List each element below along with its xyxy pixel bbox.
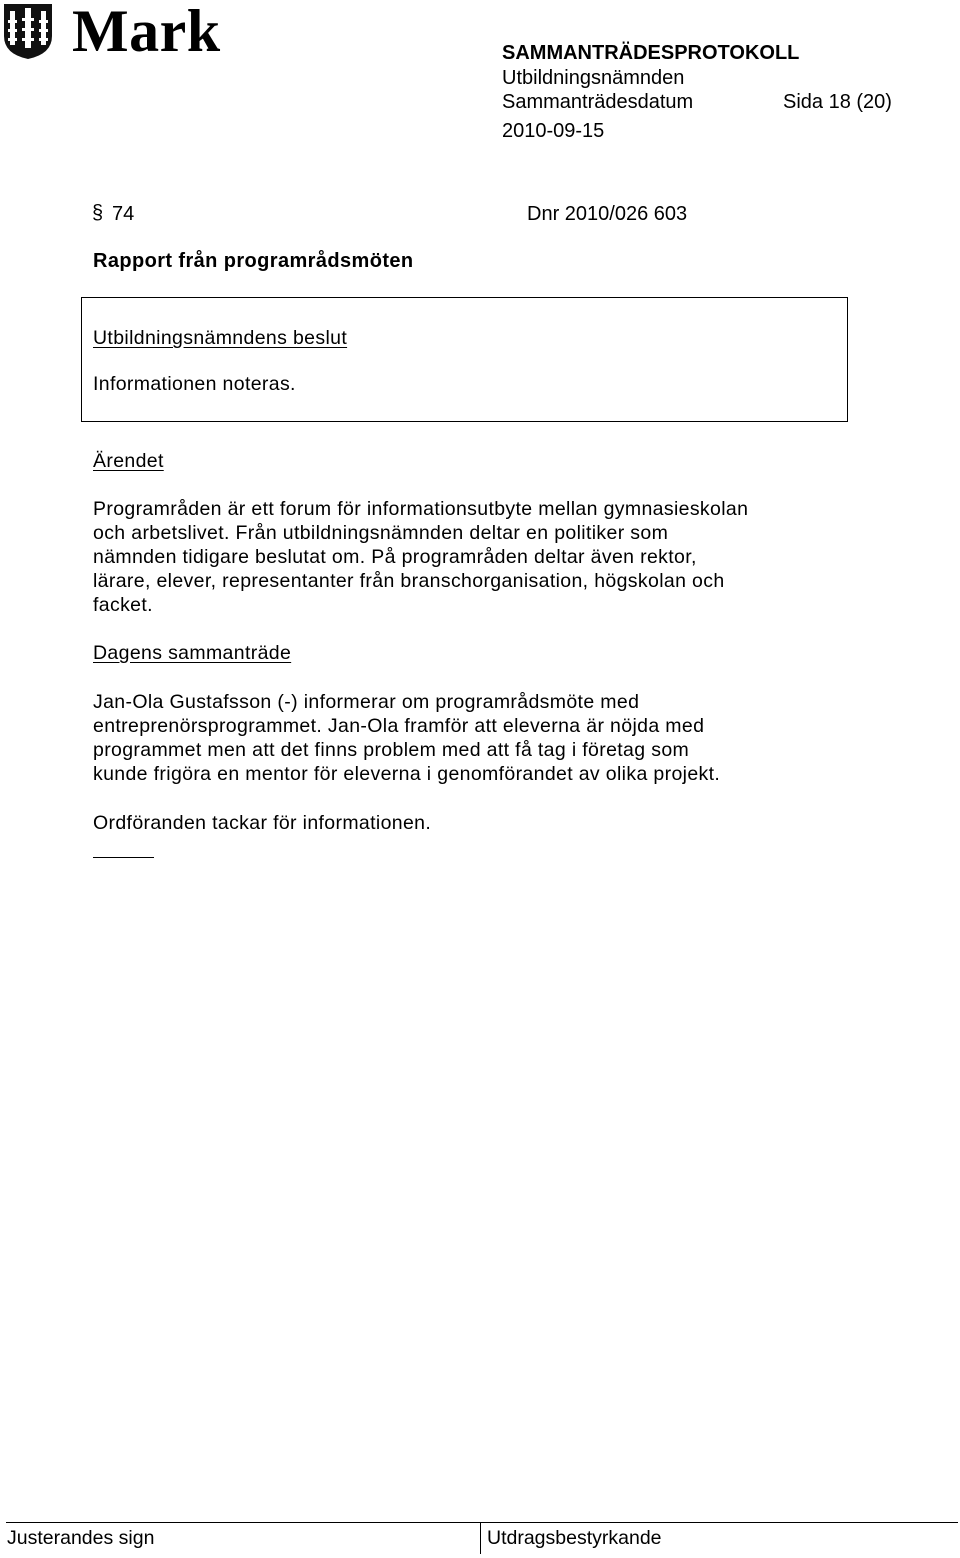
page-number: Sida 18 (20) [783,91,892,113]
body-line: lärare, elever, representanter från branschorganisation, högskolan och [93,570,725,592]
section-sign: § [92,202,104,224]
decision-text: Informationen noteras. [93,373,296,395]
decision-heading: Utbildningsnämndens beslut [93,327,348,349]
meeting-body [93,690,893,786]
diary-number: Dnr 2010/026 603 [527,203,688,225]
body-line: Programråden är ett forum för informationsutbyte mellan gymnasieskolan [93,498,749,520]
adjuster-signature-label: Justerandes sign [7,1527,155,1549]
logo-text: Mark [72,0,221,64]
matter-body [93,497,893,617]
footer-divider [480,1522,481,1554]
item-number: 74 [112,203,135,225]
meeting-date: 2010-09-15 [502,120,605,142]
meeting-date-label: Sammanträdesdatum [502,91,694,113]
item-subject: Rapport från programrådsmöten [93,250,414,272]
decision-box [81,297,848,422]
end-of-item-rule [93,857,154,858]
body-line: entreprenörsprogrammet. Jan-Ola framför att eleverna är nöjda med [93,715,705,737]
matter-heading: Ärendet [93,450,164,472]
body-line: och arbetslivet. Från utbildningsnämnden deltar en politiker som [93,522,669,544]
extract-certification-label: Utdragsbestyrkande [487,1527,662,1549]
body-line: facket. [93,594,153,616]
meeting-heading: Dagens sammanträde [93,642,292,664]
closing-text: Ordföranden tackar för informationen. [93,812,432,834]
document-type: SAMMANTRÄDESPROTOKOLL [502,42,800,64]
footer-rule [6,1522,958,1523]
body-line: programmet men att det finns problem med att få tag i företag som [93,739,690,761]
body-line: kunde frigöra en mentor för eleverna i genomförandet av olika projekt. [93,763,721,785]
municipal-coat-of-arms-icon [2,2,54,60]
body-line: nämnden tidigare beslutat om. På programråden deltar även rektor, [93,546,697,568]
committee-name: Utbildningsnämnden [502,67,685,89]
body-line: Jan-Ola Gustafsson (-) informerar om programrådsmöte med [93,691,640,713]
